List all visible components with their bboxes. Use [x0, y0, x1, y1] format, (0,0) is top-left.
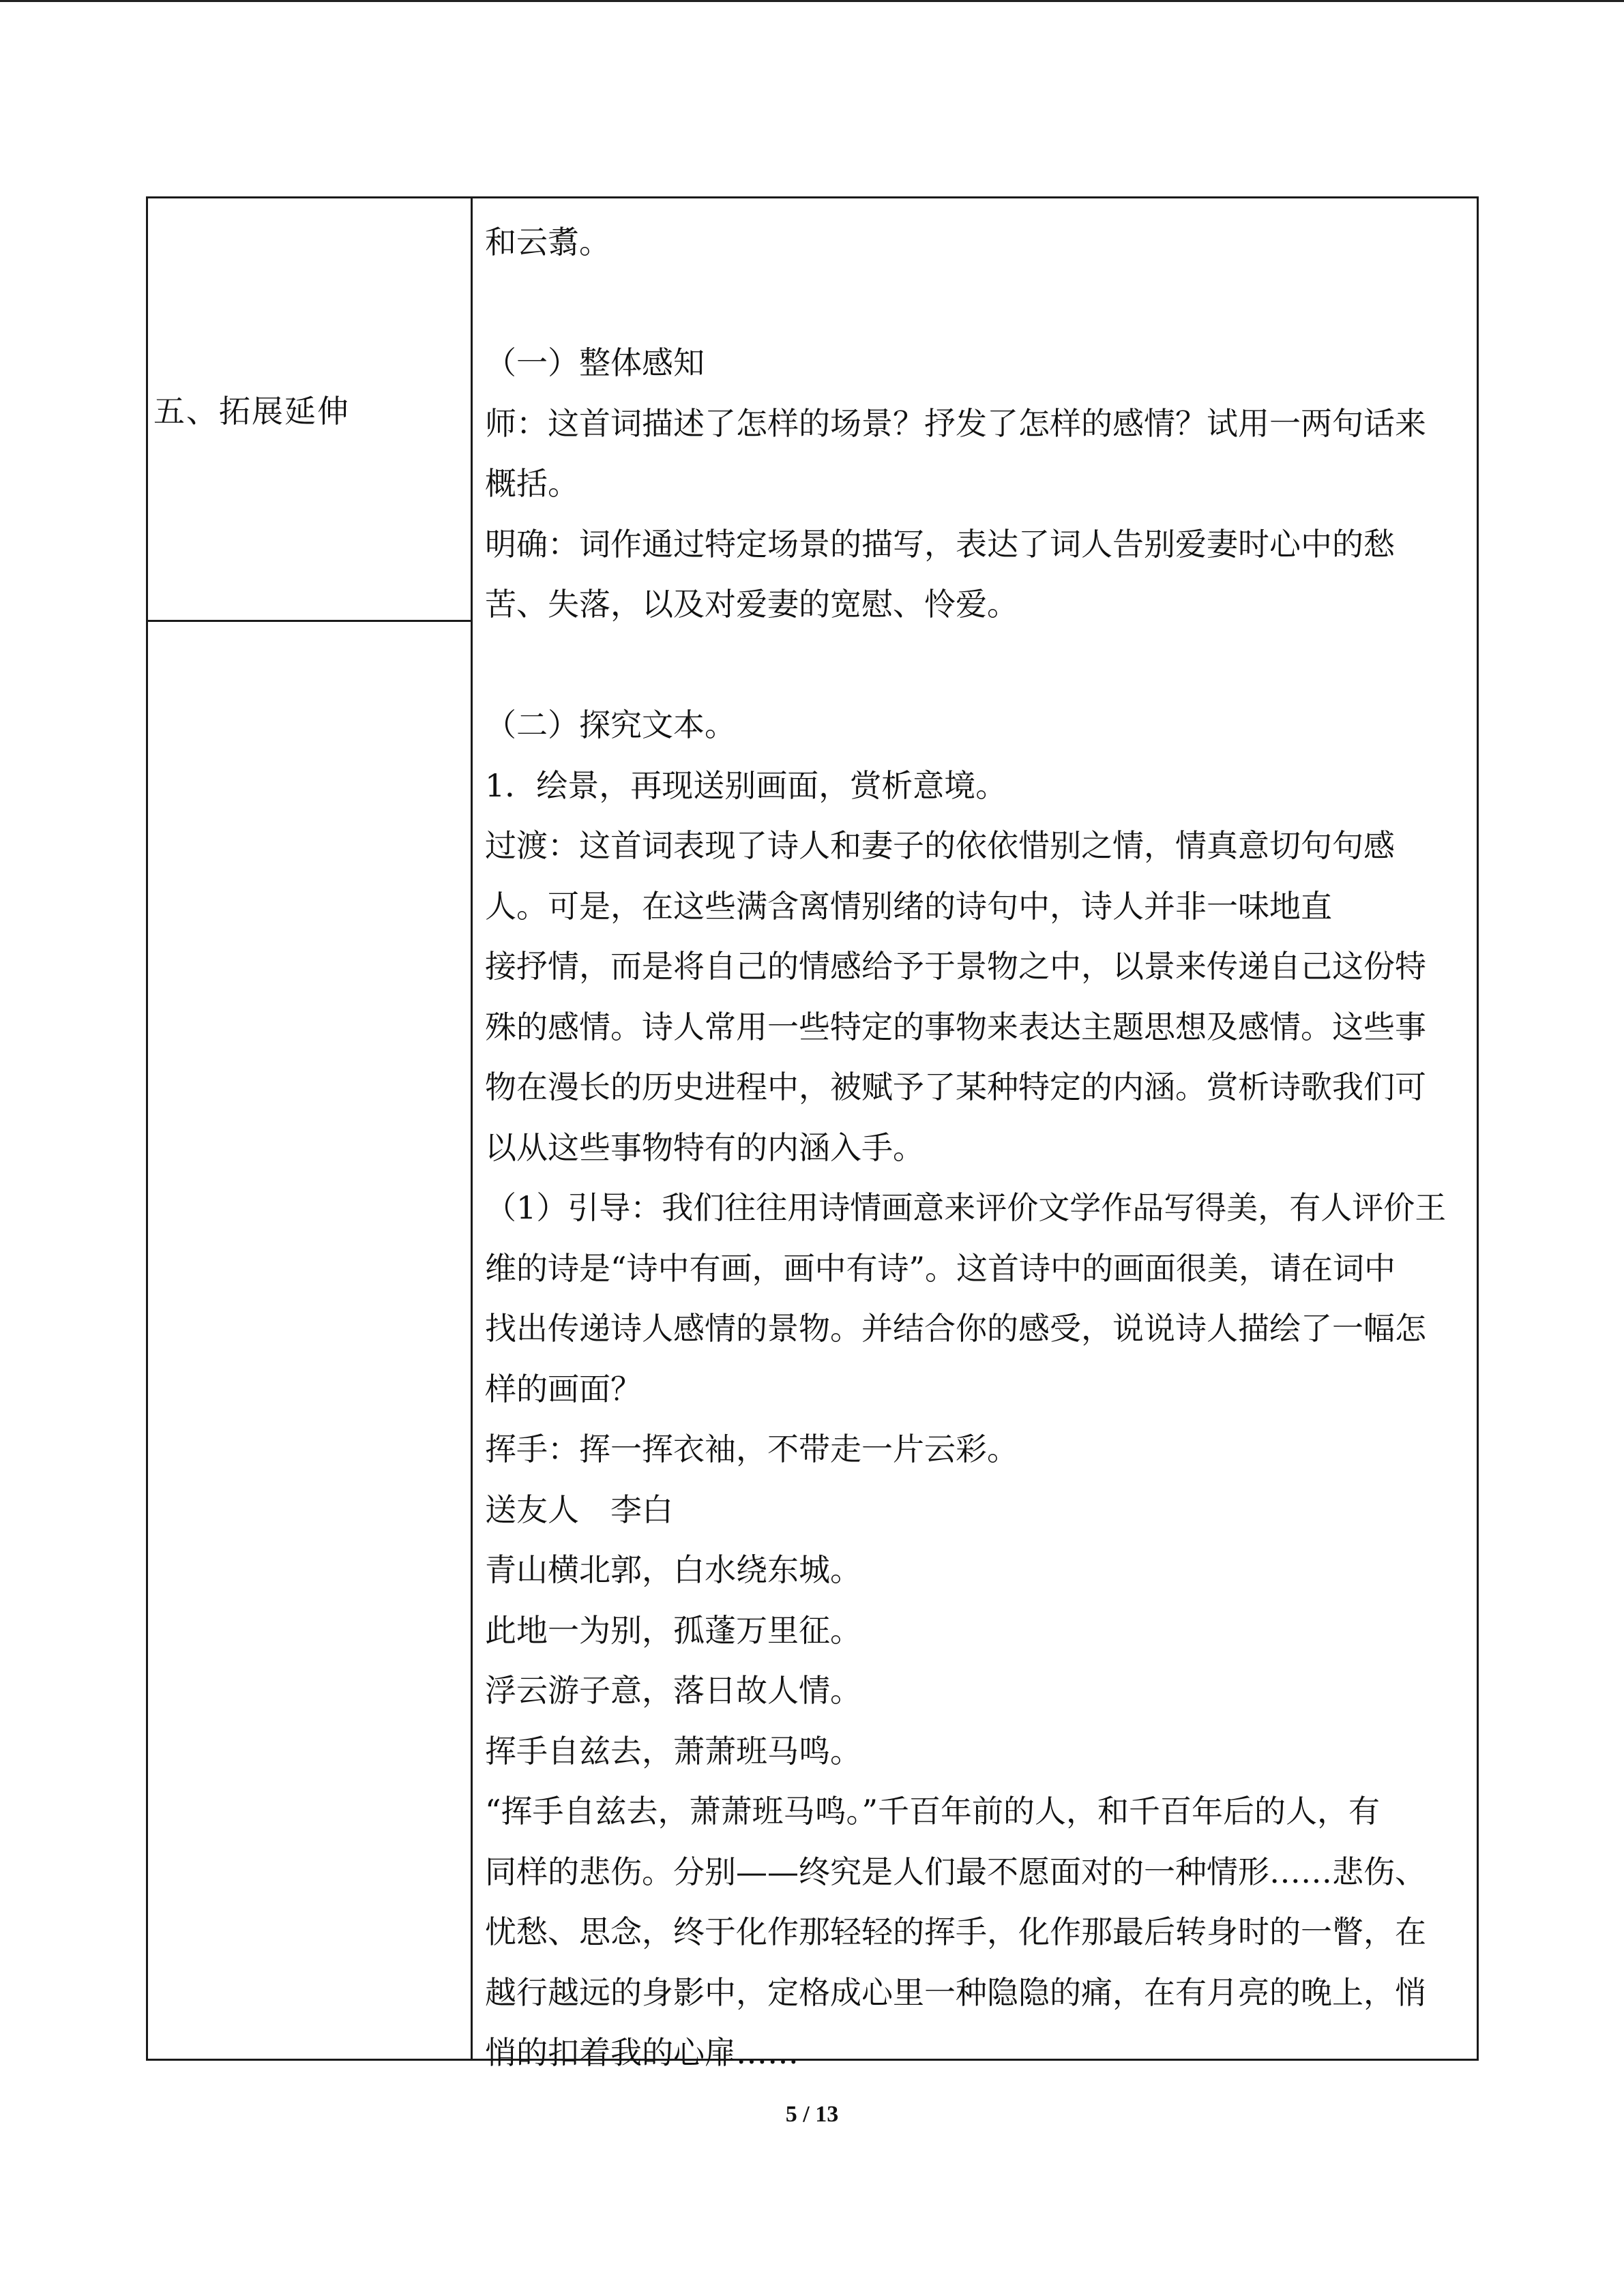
text-line: （一）整体感知: [485, 344, 705, 381]
content-cell: [474, 198, 1477, 2071]
page-number: 5 / 13: [785, 2102, 839, 2127]
column-divider: [471, 198, 473, 2059]
text-line: 挥手：挥一挥衣袖，不带走一片云彩。: [485, 1431, 1018, 1467]
section-label-cell: [153, 198, 467, 620]
text-line: 以从这些事物特有的内涵入手。: [485, 1129, 924, 1166]
text-line: 1．绘景，再现送别画面，赏析意境。: [485, 766, 1007, 804]
text-line: 殊的感情。诗人常用一些特定的事物来表达主题思想及感情。这些事: [485, 1008, 1426, 1045]
text-line: “挥手自兹去，萧萧班马鸣。”千百年前的人，和千百年后的人，有: [485, 1793, 1381, 1830]
text-line: 此地一为别，孤蓬万里征。: [485, 1611, 861, 1649]
blank-line: [485, 273, 1477, 333]
text-line: 苦、失落，以及对爱妻的宽慰、怜爱。: [485, 586, 1018, 623]
text-line: 找出传递诗人感情的景物。并结合你的感受，说说诗人描绘了一幅怎: [485, 1310, 1426, 1347]
text-line: 越行越远的身影中，定格成心里一种隐隐的痛，在有月亮的晚上，悄: [485, 1973, 1426, 2011]
top-border-rule: [0, 0, 1624, 2]
text-line: 人。可是，在这些满含离情别绪的诗句中，诗人并非一味地直: [485, 887, 1332, 925]
text-line: 明确：词作通过特定场景的描写，表达了词人告别爱妻时心中的愁: [485, 525, 1395, 563]
text-line: 同样的悲伤。分别——终究是人们最不愿面对的一种情形……悲伤、: [485, 1853, 1426, 1890]
text-line: 师：这首词描述了怎样的场景？抒发了怎样的感情？试用一两句话来: [485, 404, 1426, 442]
row-divider: [148, 620, 473, 622]
text-line: 忧愁、思念，终于化作那轻轻的挥手，化作那最后转身时的一瞥，在: [485, 1913, 1426, 1950]
text-line: 概括。: [485, 465, 579, 502]
text-line: 过渡：这首词表现了诗人和妻子的依依惜别之情，情真意切句句感: [485, 827, 1395, 864]
text-line: 接抒情，而是将自己的情感给予于景物之中，以景来传递自己这份特: [485, 948, 1426, 985]
section-label: 五、拓展延伸: [153, 393, 350, 430]
text-line: （二）探究文本。: [485, 706, 736, 743]
lesson-table: [146, 196, 1479, 2071]
text-line: 送友人 李白: [485, 1491, 673, 1528]
text-line: 青山横北郭，白水绕东城。: [485, 1551, 861, 1588]
text-line: 物在漫长的历史进程中，被赋予了某种特定的内涵。赏析诗歌我们可: [485, 1069, 1426, 1105]
text-line: 浮云游子意，落日故人情。: [485, 1672, 861, 1709]
text-line: （1）引导：我们往往用诗情画意来评价文学作品写得美，有人评价王: [485, 1189, 1447, 1226]
text-line: 维的诗是“诗中有画，画中有诗”。这首诗中的画面很美，请在词中: [485, 1249, 1396, 1287]
text-line: 样的画面？: [485, 1370, 642, 1407]
text-line: 和云翥。: [485, 224, 610, 260]
blank-line: [485, 635, 1477, 696]
text-line: 挥手自兹去，萧萧班马鸣。: [485, 1732, 861, 1770]
text-line: 悄的扣着我的心扉……: [485, 2034, 799, 2071]
